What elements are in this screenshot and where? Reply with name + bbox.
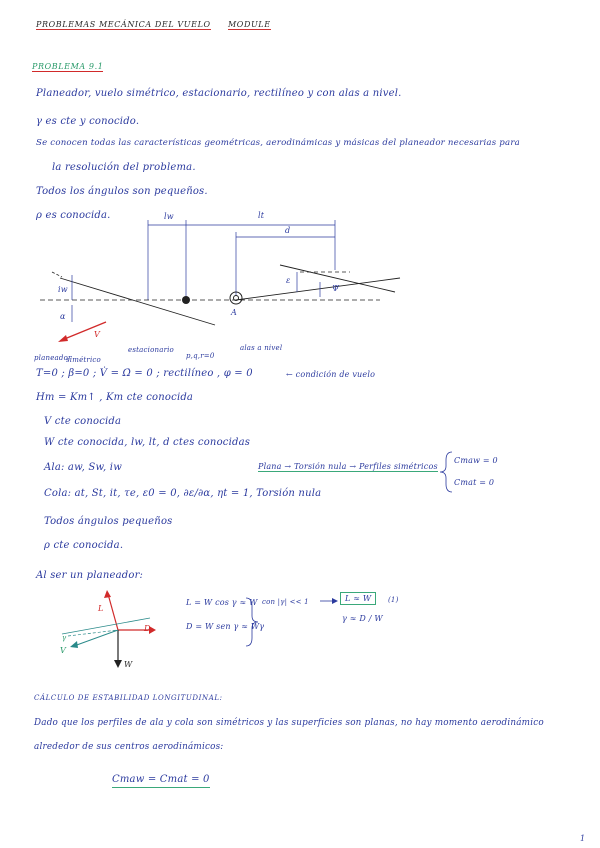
glider-condition: con |γ| << 1 [262, 598, 309, 606]
label-velocity: V [94, 330, 100, 339]
given-w: W cte conocida, lw, lt, d ctes conocidas [44, 437, 251, 448]
statement-line-5: Todos los ángulos son pequeños. [36, 186, 208, 197]
glider-eq-drag: D = W sen γ ≈ Wγ [186, 622, 265, 631]
force-weight-label: W [124, 660, 133, 669]
statement-line-3: Se conocen todas las características geométricas, aerodinámicas y másicas del planeador necesarias para [36, 138, 520, 148]
annot-pqr: p,q,r=0 [186, 352, 215, 360]
result-gamma: γ ≈ D / W [342, 614, 383, 623]
statement-line-2: γ es cte y conocido. [36, 116, 140, 127]
cm-at: Cmat = 0 [454, 478, 495, 487]
result-number: (1) [388, 596, 399, 604]
glider-intro: Al ser un planeador: [36, 570, 144, 581]
label-epsilon: ε [286, 276, 291, 285]
course-title: PROBLEMAS MECÁNICA DEL VUELO [36, 20, 211, 29]
force-drag-label: D [144, 624, 151, 633]
label-psi: Ψ [332, 284, 340, 293]
annot-simetrico: simétrico [66, 356, 101, 364]
stability-heading: CÁLCULO DE ESTABILIDAD LONGITUDINAL: [34, 694, 223, 702]
given-rho: ρ cte conocida. [44, 540, 124, 551]
velocity-label: V [60, 646, 66, 655]
label-d: d [285, 226, 291, 235]
given-angulos: Todos ángulos pequeños [44, 516, 173, 527]
annot-alas-nivel: alas a nivel [240, 344, 283, 352]
given-v: V cte conocida [44, 416, 122, 427]
label-lw: lw [164, 212, 174, 221]
label-iw: iw [58, 285, 68, 294]
statement-line-6: ρ es conocida. [36, 210, 111, 221]
page-number: 1 [580, 834, 586, 843]
profiles-note: Plana → Torsión nula → Perfiles simétricos [258, 462, 438, 471]
annot-planeador: planeador [34, 354, 72, 362]
given-cola: Cola: at, St, it, τe, ε0 = 0, ∂ε/∂α, ηt = 1, Torsión nula [44, 488, 322, 499]
given-ala: Ala: aw, Sw, iw [44, 462, 122, 473]
label-alpha: α [60, 312, 66, 321]
annot-estacionario: estacionario [128, 346, 174, 354]
stability-line-2: alrededor de sus centros aerodinámicos: [34, 742, 224, 752]
module-label: MODULE [228, 20, 271, 29]
condition-label: ← condición de vuelo [286, 370, 376, 379]
statement-line-1: Planeador, vuelo simétrico, estacionario, rectilíneo y con alas a nivel. [36, 88, 402, 99]
statement-line-4: la resolución del problema. [52, 162, 196, 173]
label-lt: lt [258, 211, 265, 220]
force-lift-label: L [98, 604, 104, 613]
problem-title: PROBLEMA 9.1 [32, 62, 104, 71]
given-hm: Hm = Km↑ , Km cte conocida [36, 392, 194, 403]
cm-aw: Cmaw = 0 [454, 456, 498, 465]
stability-line-1: Dado que los perfiles de ala y cola son simétricos y las superficies son planas, no hay momento aerodinámico [34, 718, 544, 728]
result-lift: L ≈ W [340, 592, 376, 605]
condition-equation: T=0 ; β=0 ; V̇ = Ω̇ = 0 ; rectilíneo , φ = 0 [36, 368, 253, 379]
stability-result: Cmaw = Cmat = 0 [112, 774, 210, 788]
glider-eq-lift: L = W cos γ ≈ W [186, 598, 258, 607]
gamma-label: γ [62, 634, 67, 642]
label-point-a: A [231, 308, 237, 317]
